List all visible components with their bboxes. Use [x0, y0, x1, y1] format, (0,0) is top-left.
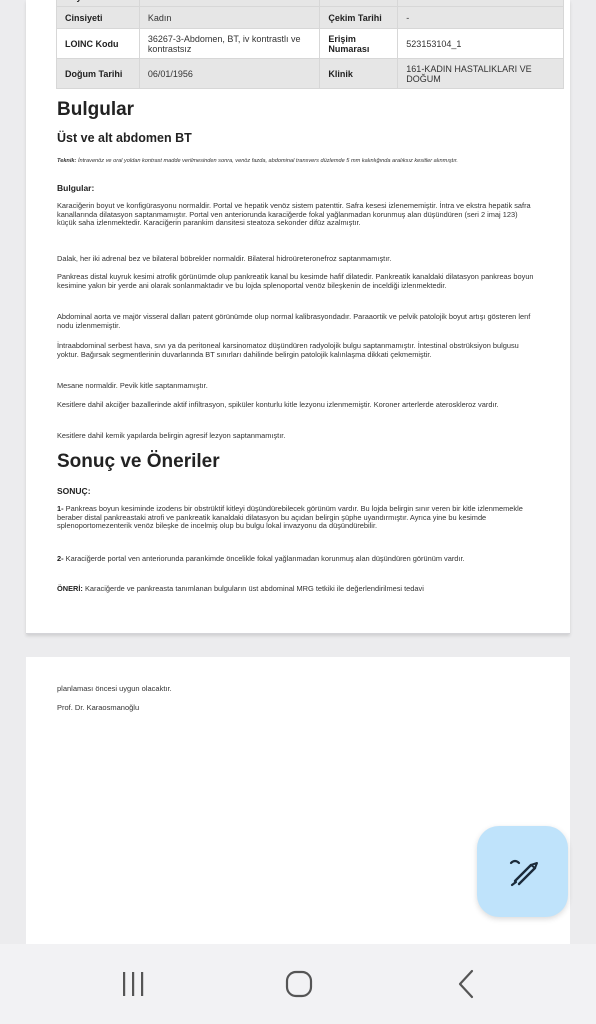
field-value: Kadın	[139, 7, 320, 29]
findings-label: Bulgular:	[57, 183, 95, 193]
conclusion-text: Karaciğerde portal ven anteriorunda parankimde öncelikle fokal yağlanmadan korunmuş alan düşündüren görünüm vardır.	[65, 554, 465, 563]
home-icon	[284, 969, 314, 999]
finding-paragraph: Karaciğerin boyut ve konfigürasyonu normaldir. Portal ve hepatik venöz sistem patenttir. Safra kesesi izlenememiştir. İntra ve ekstra hepatik safra kanallarında dilatasyon saptanmamıştır. Portal ven anteriorunda karaciğerde fokal yağlanmadan korunmuş alan düşündüren (seri 2 imaj 123) küçük saha izlenmektedir. Karaciğerin parankim dansitesi steatoza sekonder difüz azalmıştır.	[57, 201, 531, 228]
recent-apps-icon	[119, 970, 147, 998]
finding-paragraph: Kesitlere dahil kemik yapılarda belirgin agresif lezyon saptanmamıştır.	[57, 431, 286, 440]
edit-pen-icon	[506, 855, 540, 889]
technique-paragraph	[57, 157, 537, 165]
table-row	[57, 7, 564, 29]
field-value: 161-KADIN HASTALIKLARI VE DOĞUM	[398, 59, 564, 89]
recommendation	[57, 585, 547, 594]
field-label: Çekim Tarihi	[320, 7, 398, 29]
finding-paragraph: İntraabdominal serbest hava, sıvı ya da peritoneal karsinomatoz düşündüren radyolojik bulgu saptanmamıştır. İntestinal obstrüksiyon bulgusu yoktur. Bağırsak segmentlerinin duvarlarında BT sınırları dahilinde belirgin patolojik kalınlaşma dikkati çekmemiştir.	[57, 341, 519, 359]
field-value: 523153104_1	[398, 29, 564, 59]
back-icon	[455, 969, 479, 999]
field-label: Cinsiyeti	[57, 7, 140, 29]
findings-section-title: Bulgular	[57, 99, 135, 120]
finding-paragraph: Mesane normaldir. Pevik kitle saptanmamıştır.	[57, 381, 208, 390]
conclusion-item	[57, 555, 537, 564]
edit-fab-button[interactable]	[477, 826, 568, 917]
report-page-1	[26, 0, 570, 634]
signature: Prof. Dr. Karaosmanoğlu	[57, 703, 140, 712]
conclusion-section-title: Sonuç ve Öneriler	[57, 451, 220, 472]
conclusion-label: SONUÇ:	[57, 486, 91, 496]
exam-title: Üst ve alt abdomen BT	[57, 131, 192, 145]
finding-paragraph: Abdominal aorta ve majör visseral dalları patent görünümde olup normal kalibrasyondadır. Paraaortik ve pelvik patolojik boyut artışı gösteren lenf nodu izlenmemiştir.	[57, 312, 531, 330]
field-label: Doğum Tarihi	[57, 59, 140, 89]
technique-label: Teknik:	[57, 158, 77, 164]
finding-paragraph: Dalak, her iki adrenal bez ve bilateral böbrekler normaldir. Bilateral hidroüreteronefroz saptanmamıştır.	[57, 254, 392, 263]
finding-paragraph: Kesitlere dahil akciğer bazallerinde aktif infiltrasyon, spiküler konturlu kitle lezyonu izlenmemiştir. Koroner arterlerde ateroskleroz vardır.	[57, 400, 499, 409]
field-value: 36267-3-Abdomen, BT, iv kontrastlı ve kontrastsız	[139, 29, 320, 59]
patient-info-table	[56, 0, 564, 89]
recent-apps-button[interactable]	[93, 944, 173, 1024]
continuation-text: planlaması öncesi uygun olacaktır.	[57, 684, 172, 693]
conclusion-number: 1-	[57, 504, 64, 513]
conclusion-number: 2-	[57, 554, 64, 563]
field-label: Klinik	[320, 59, 398, 89]
conclusion-text: Pankreas boyun kesiminde izodens bir obstrüktif kitleyi düşündürebilecek görünüm vardır. Bu lojda belirgin sınır veren bir kitle izlenmemekle beraber distal pankreastaki atrofi ve pankreatik kanaldaki dilatasyon bu açıdan belirgin şüphe uyandırmıştır. Ayrıca yine bu kesimde splenoportomezenterik venöz bileşke de incelmiş olup bu bulgu lokal invazyonu da düşündürebilir.	[57, 504, 523, 531]
recommendation-label: ÖNERİ:	[57, 584, 83, 593]
technique-text: İntravenöz ve oral yoldan kontrast madde verilmesinden sonra, venöz fazda, abdominal transvers düzlemde 5 mm kalınlığında aralıksız kesitler alınmıştır.	[77, 158, 458, 164]
conclusion-item	[57, 505, 537, 531]
table-row	[57, 29, 564, 59]
table-row	[57, 59, 564, 89]
field-value: 06/01/1956	[139, 59, 320, 89]
field-label: LOINC Kodu	[57, 29, 140, 59]
home-button[interactable]	[259, 944, 339, 1024]
recommendation-text: Karaciğerde ve pankreasta tanımlanan bulguların üst abdominal MRG tetkiki ile değerlendirilmesi tedavi	[84, 584, 424, 593]
system-navigation-bar	[0, 944, 596, 1024]
finding-paragraph: Pankreas distal kuyruk kesimi atrofik görünümde olup pankreatik kanal bu kesimde hafif dilatedir. Pankreatik kanaldaki dilatasyon pankreas boyun kesimine yakın bir yerde ani olarak sonlanmaktadır ve bu lojda splenoportal venöz bileşkenin de inceldiği izlenmektedir.	[57, 272, 534, 290]
back-button[interactable]	[427, 944, 507, 1024]
field-value: -	[398, 7, 564, 29]
field-label: Erişim Numarası	[320, 29, 398, 59]
